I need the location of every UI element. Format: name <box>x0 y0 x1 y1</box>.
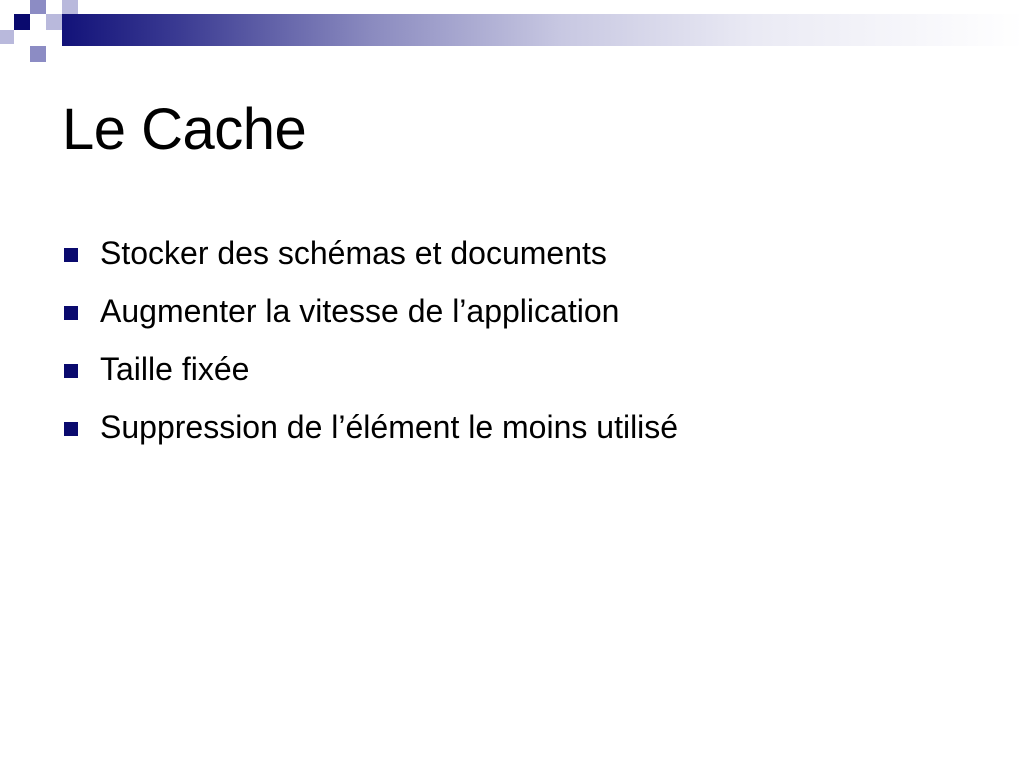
bullet-text: Taille fixée <box>100 351 250 387</box>
square-bullet-icon <box>64 422 78 436</box>
bullet-text: Suppression de l’élément le moins utilisé <box>100 409 679 445</box>
decor-square <box>62 0 78 14</box>
bullet-text: Stocker des schémas et documents <box>100 235 607 271</box>
title-gradient-band <box>62 14 1024 46</box>
decor-square <box>0 30 14 44</box>
bullet-text: Augmenter la vitesse de l’application <box>100 293 620 329</box>
square-bullet-icon <box>64 306 78 320</box>
square-bullet-icon <box>64 364 78 378</box>
square-bullet-icon <box>64 248 78 262</box>
decor-square <box>46 14 62 30</box>
decor-square <box>30 46 46 62</box>
slide-title: Le Cache <box>62 97 307 162</box>
decor-square <box>30 0 46 14</box>
decor-square <box>14 14 30 30</box>
